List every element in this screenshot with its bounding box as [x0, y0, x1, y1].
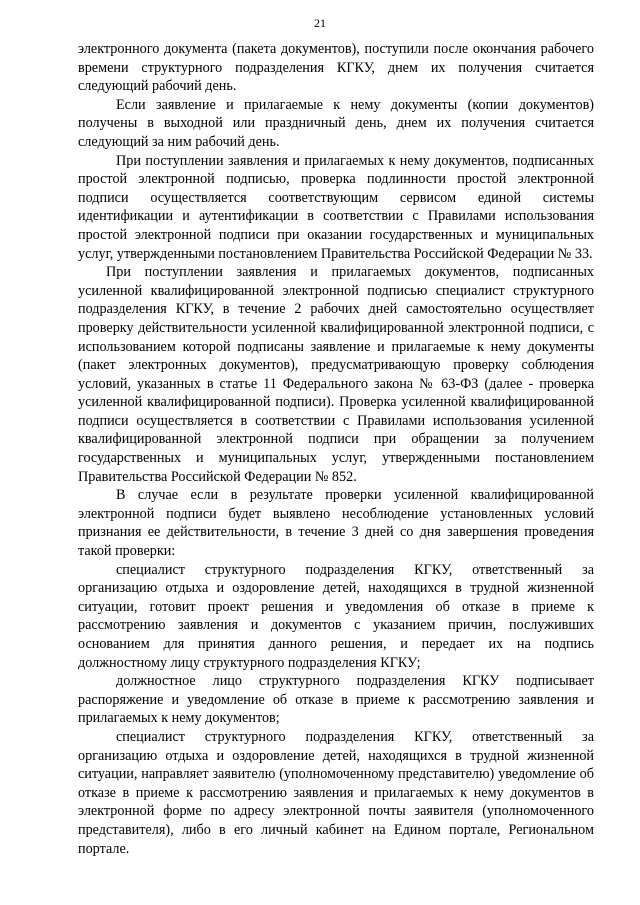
paragraph-7: должностное лицо структурного подразделения КГКУ подписывает распоряжение и уведомление об отказе в приеме к рассмотрению заявления и прилагаемых к нему документов; [78, 673, 594, 727]
page-number: 21 [314, 16, 326, 30]
document-body [78, 40, 594, 858]
paragraph-4: При поступлении заявления и прилагаемых документов, подписанных усиленной квалифицированной электронной подписью специалист структурного подразделения КГКУ, в течение 2 рабочих дней самостоятельно осуществляет проверку действительности усиленной квалифицированной электронной подписи, с использованием которой подписаны заявление и прилагаемые к нему документы (пакет электронных документов), предусматривающую проверку соблюдения условий, указанных в статье 11 Федерального закона № 63-ФЗ (далее - проверка усиленной квалифицированной подписи). Проверка усиленной квалифицированной подписи осуществляется в соответствии с Правилами использования усиленной квалифицированной электронной подписи при обращении за получением государственных и муниципальных услуг, утвержденными постановлением Правительства Российской Федерации № 852. [78, 264, 594, 485]
paragraph-5: В случае если в результате проверки усиленной квалифицированной электронной подписи будет выявлено несоблюдение установленных условий признания ее действительности, в течение 3 дней со дня завершения проведения такой проверки: [78, 487, 594, 560]
paragraph-8: специалист структурного подразделения КГКУ, ответственный за организацию отдыха и оздоровление детей, находящихся в трудной жизненной ситуации, направляет заявителю (уполномоченному представителю) уведомление об отказе в приеме к рассмотрению заявления и прилагаемых к нему документов в электронной форме по адресу электронной почты заявителя (уполномоченного представителя), либо в его личный кабинет на Едином портале, Региональном портале. [78, 728, 594, 857]
paragraph-1: электронного документа (пакета документов), поступили после окончания рабочего времени структурного подразделения КГКУ, днем их получения считается следующий рабочий день. [78, 41, 594, 95]
paragraph-3: При поступлении заявления и прилагаемых к нему документов, подписанных простой электронной подписью, проверка подлинности простой электронной подписи осуществляется соответствующим сервисом единой системы идентификации и аутентификации в соответствии с Правилами использования простой электронной подписи при оказании государственных и муниципальных услуг, утвержденными постановлением Правительства Российской Федерации № 33. [78, 152, 594, 262]
paragraph-2: Если заявление и прилагаемые к нему документы (копии документов) получены в выходной или праздничный день, днем их получения считается следующий за ним рабочий день. [78, 96, 594, 150]
paragraph-6: специалист структурного подразделения КГКУ, ответственный за организацию отдыха и оздоровление детей, находящихся в трудной жизненной ситуации, готовит проект решения и уведомления об отказе в приеме к рассмотрению заявления и документов с указанием причин, послуживших основанием для принятия данного решения, и передает их на подпись должностному лицу структурного подразделения КГКУ; [78, 561, 594, 671]
